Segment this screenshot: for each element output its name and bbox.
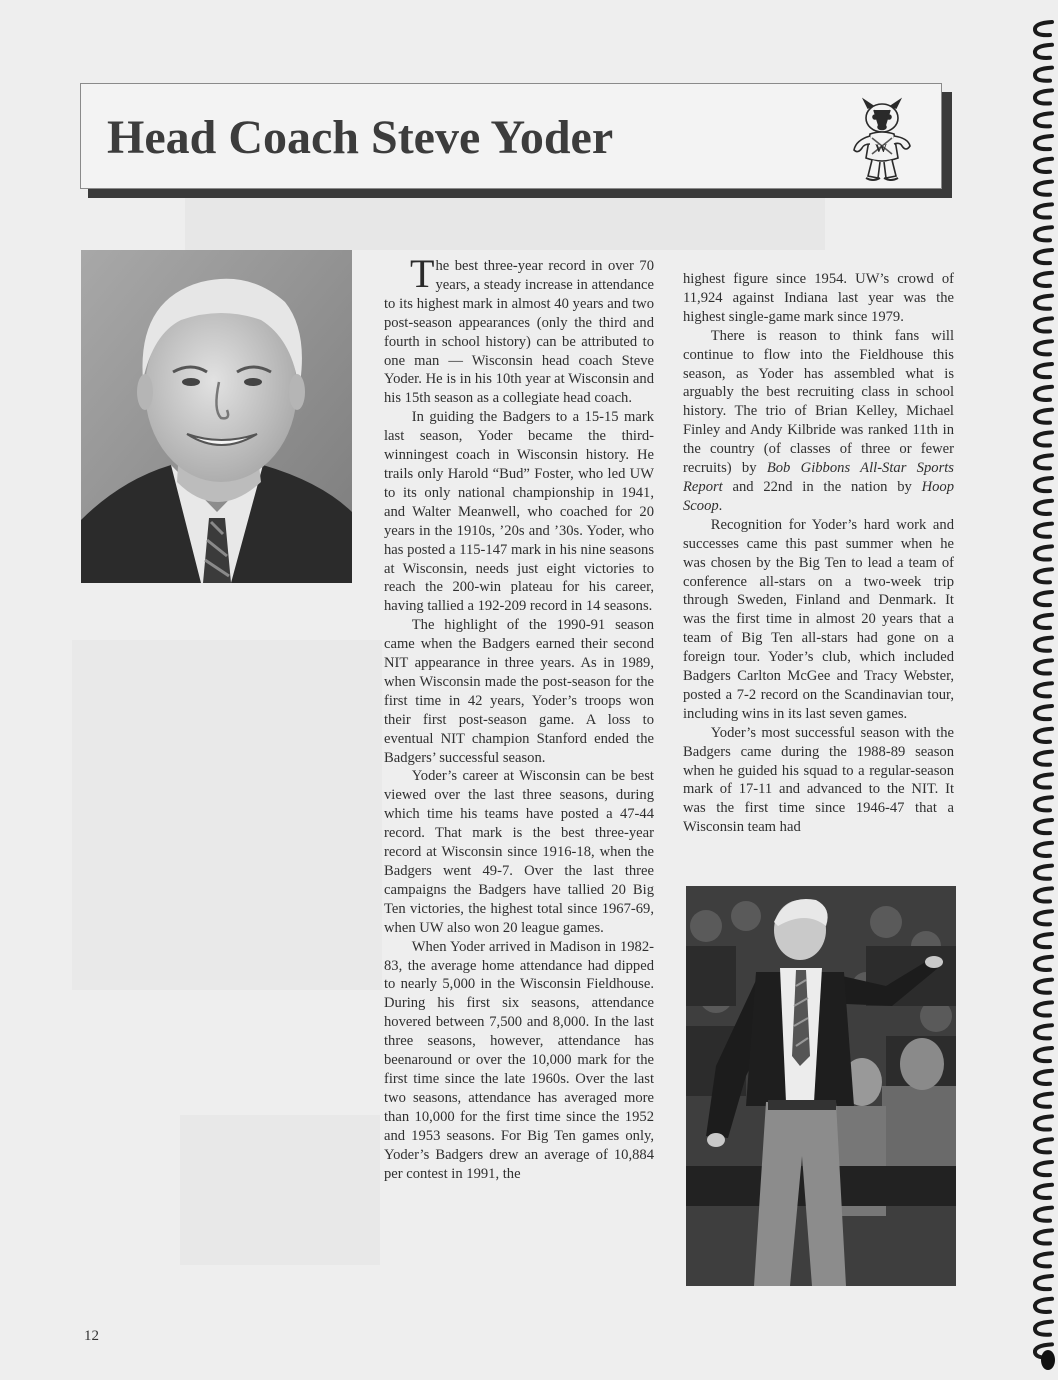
spiral-coil (1035, 911, 1052, 924)
spiral-coil (1035, 364, 1052, 377)
spiral-coil (1035, 1139, 1052, 1152)
page-title: Head Coach Steve Yoder (107, 111, 614, 164)
spiral-coil (1035, 1048, 1052, 1061)
spiral-coil (1035, 1230, 1052, 1243)
spiral-coil (1035, 752, 1052, 765)
article-paragraph: There is reason to think fans will continue to flow into the Fieldhouse this season, as Yoder has assembled what is arguably the best recruiting class in school history. The trio of Brian Kelley, Michael Finley and Andy Kilbride was ranked 11th in the country (of classes of three or fewer recruits) by Bob Gibbons All-Star Sports Report and 22nd in the nation by Hoop Scoop. (683, 327, 954, 514)
title-banner (80, 83, 942, 189)
badger-mascot-icon (846, 96, 918, 184)
coach-portrait-photo (81, 250, 352, 583)
spiral-coil (1035, 501, 1052, 514)
spiral-coil (1035, 387, 1052, 400)
spiral-coil (1035, 113, 1052, 126)
spiral-coil (1035, 1002, 1052, 1015)
spiral-coil (1035, 318, 1052, 331)
spiral-binding (1024, 8, 1058, 1380)
article-paragraph: Yoder’s career at Wisconsin can be best viewed over the last three seasons, during which time his teams have posted a 47-44 record. That mark is the best three-year record at Wisconsin since 1916-18, when the Badgers went 49-7. Over the last three campaigns the Badgers have tallied 20 Big Ten victories, the highest total since 1967-69, when UW also won 20 league games. (384, 768, 654, 936)
drop-cap: T (410, 251, 435, 296)
spiral-coil (1035, 546, 1052, 559)
spiral-coil (1035, 934, 1052, 947)
spiral-coil (1035, 774, 1052, 787)
spiral-coil (1035, 250, 1052, 263)
reverse-bleed-block (185, 195, 825, 250)
spiral-coil (1035, 1185, 1052, 1198)
svg-text:W: W (875, 141, 887, 155)
spiral-coil (1041, 1350, 1055, 1370)
spiral-coil (1035, 569, 1052, 582)
article-paragraph: The highlight of the 1990-91 season came when the Badgers earned their second NIT appearance in three years. As in 1989, when Wisconsin made the post-season for the first time in 42 years, Yoder’s troops won their first post-season game. A loss to eventual NIT champion Stanford ended the Badgers’ successful season. (384, 617, 654, 766)
page-number: 12 (84, 1328, 99, 1344)
spiral-coil (1035, 478, 1052, 491)
article-paragraph: Yoder’s most successful season with the Badgers came during the 1988-89 season when he guided his squad to a regular-season mark of 17-11 and advanced to the NIT. It was the first time since 1946-47 that a Wisconsin team had (683, 724, 954, 836)
spiral-coil (1035, 957, 1052, 970)
article-paragraph: highest figure since 1954. UW’s crowd of 11,924 against Indiana last year was the highest single-game mark since 1979. (683, 271, 954, 325)
source-citation: Bob Gibbons All-Star Sports Report (683, 460, 954, 495)
spiral-coil (1035, 22, 1052, 35)
reverse-bleed-block (180, 1115, 380, 1265)
spiral-coil (1035, 1071, 1052, 1084)
spiral-coil (1035, 227, 1052, 240)
spiral-coil (1035, 455, 1052, 468)
spiral-coil (1035, 1162, 1052, 1175)
reverse-bleed-block (72, 640, 382, 990)
spiral-coil (1035, 1322, 1052, 1335)
spiral-coil (1035, 706, 1052, 719)
spiral-coil (1035, 1299, 1052, 1312)
spiral-coil (1035, 182, 1052, 195)
spiral-coil (1035, 797, 1052, 810)
spiral-coil (1035, 615, 1052, 628)
spiral-coil (1035, 729, 1052, 742)
spiral-coil (1035, 980, 1052, 993)
spiral-coil (1035, 524, 1052, 537)
spiral-coil (1035, 1253, 1052, 1266)
spiral-coil (1035, 204, 1052, 217)
spiral-coil (1035, 45, 1052, 58)
spiral-coil (1035, 866, 1052, 879)
spiral-coil (1035, 341, 1052, 354)
spiral-coil (1035, 296, 1052, 309)
spiral-coil (1035, 90, 1052, 103)
article-paragraph: Recognition for Yoder’s hard work and successes came this past summer when he was chosen by the Big Ten to lead a team of conference all-stars on a two-week trip through Sweden, Finland and Denmark. It was the first time in almost 20 years that a team of Big Ten all-stars had gone on a foreign tour. Yoder’s club, which included Badgers Carlton McGee and Tracy Webster, posted a 7-2 record on the Scandinavian tour, including wins in its last seven games. (683, 516, 954, 722)
article-column-right (683, 270, 954, 837)
spiral-coil (1035, 1276, 1052, 1289)
coach-courtside-photo (686, 886, 956, 1286)
spiral-coil (1035, 638, 1052, 651)
spiral-coil (1035, 888, 1052, 901)
spiral-coil (1035, 273, 1052, 286)
spiral-coil (1035, 843, 1052, 856)
spiral-coil (1035, 1025, 1052, 1038)
source-citation: Hoop Scoop (683, 478, 954, 514)
spiral-coil (1035, 820, 1052, 833)
spiral-coil (1035, 136, 1052, 149)
spiral-coil (1035, 1208, 1052, 1221)
spiral-coil (1035, 592, 1052, 605)
article-column-middle (384, 251, 654, 1183)
spiral-coil (1035, 432, 1052, 445)
spiral-coil (1035, 660, 1052, 673)
spiral-coil (1035, 410, 1052, 423)
spiral-coil (1035, 159, 1052, 172)
article-paragraph: In guiding the Badgers to a 15-15 mark last season, Yoder became the third-winningest coach in Wisconsin history. He trails only Harold “Bud” Foster, who led UW to its only national championship in 1941, and Walter Meanwell, who coached for 20 years in the 1910s, ’20s and ’30s. Yoder, who has posted a 115-147 mark in his nine seasons at Wisconsin, needs just eight victories to reach the 200-win plateau for his career, having tallied a 192-209 record in 14 seasons. (384, 409, 654, 615)
spiral-coil (1035, 683, 1052, 696)
article-paragraph: The best three-year record in over 70 years, a steady increase in attendance to its highest mark in almost 40 years and two post-season appearances (only the third and fourth in school history) can be attributed to one man — Wisconsin head coach Steve Yoder. He is in his 10th year at Wisconsin and his 15th season as a collegiate head coach. (384, 251, 654, 407)
article-paragraph: When Yoder arrived in Madison in 1982-83, the average home attendance had dipped to nearly 5,000 in the Wisconsin Fieldhouse. During his first six seasons, attendance hovered between 7,500 and 8,000. In the last three seasons, however, attendance has beenaround or over the 10,000 mark for the first time since the late 1960s. Over the last two seasons, attendance has averaged more than 10,000 for the first time since the 1952 and 1953 seasons. For Big Ten games only, Yoder’s Badgers drew an average of 10,884 per contest in 1991, the (384, 938, 654, 1182)
spiral-coil (1035, 1116, 1052, 1129)
spiral-coil (1035, 68, 1052, 81)
spiral-coil (1035, 1094, 1052, 1107)
